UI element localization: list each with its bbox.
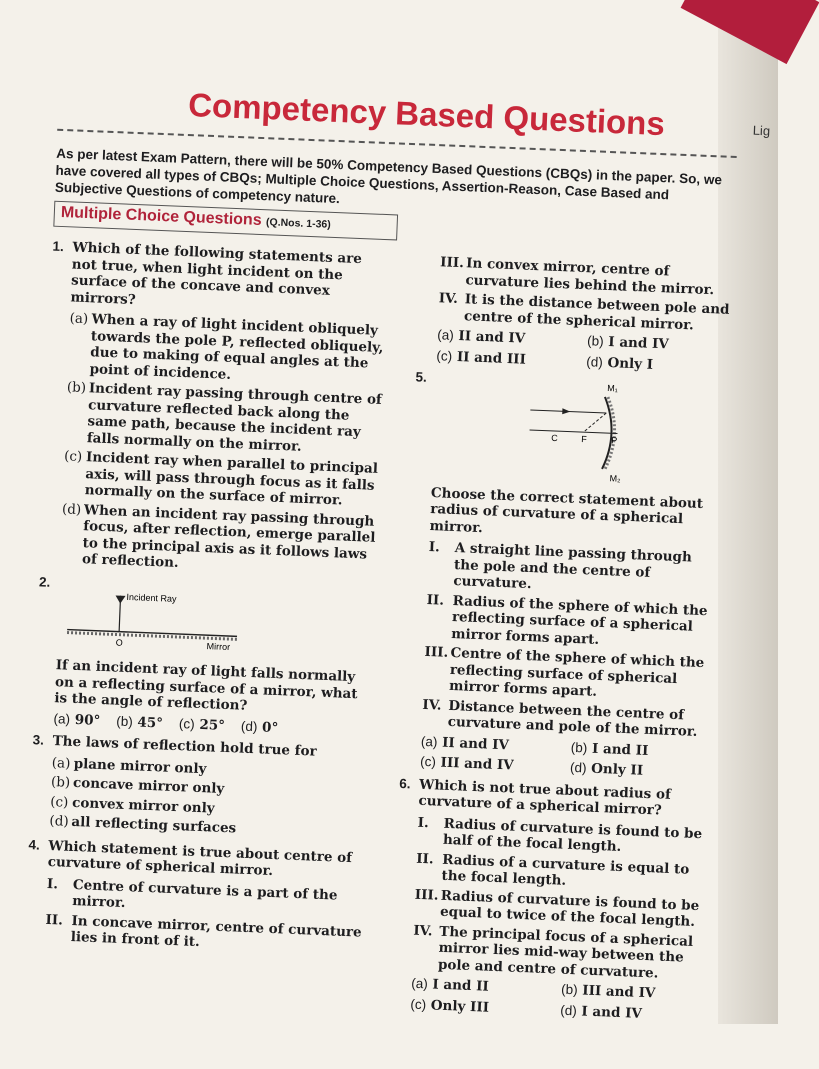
option-a[interactable] — [67, 310, 387, 389]
f-label: F — [581, 434, 587, 445]
statement-text: Centre of curvature is a part of the mirror. — [71, 876, 338, 912]
statement-numeral: I. — [46, 875, 59, 892]
statement-4 — [412, 922, 706, 983]
option-tag: (d) — [61, 500, 82, 518]
option-tag: (c) — [178, 715, 196, 732]
options-grid — [410, 976, 703, 1025]
option-text: 45° — [137, 713, 164, 731]
option-tag: (d) — [49, 812, 69, 830]
options-grid — [436, 327, 729, 376]
option-tag: (c) — [49, 793, 69, 811]
option-tag: (a) — [53, 710, 71, 727]
option-b[interactable] — [65, 379, 385, 458]
statement-numeral: III. — [439, 254, 465, 272]
statement-text: The principal focus of a spherical mirror lies mid-way between the pole and centre of curvature. — [437, 923, 694, 982]
option-tag: (d) — [240, 718, 258, 734]
statement-numeral: III. — [414, 886, 439, 904]
statement-numeral: IV. — [438, 290, 459, 307]
statement-numeral: IV. — [422, 696, 442, 714]
c-label: C — [551, 432, 558, 444]
section-title: Multiple Choice Questions — [60, 203, 262, 230]
point-label: O — [115, 637, 123, 648]
statement-text: A straight line passing through the pole and the centre of curvature. — [453, 540, 693, 593]
option-text: III and IV — [440, 754, 514, 774]
principal-axis — [530, 430, 618, 434]
statement-1 — [427, 539, 721, 600]
question-6 — [398, 775, 711, 821]
statement-text: Radius of curvature is found to be half of the focal length. — [442, 815, 703, 855]
ray-arrow-icon — [562, 408, 570, 414]
statement-text: In concave mirror, centre of curvature lies in front of it. — [70, 912, 363, 951]
option-text: I and IV — [581, 1003, 643, 1022]
option-d[interactable] — [570, 760, 721, 783]
statement-text: Centre of the sphere of which the reflecting surface of spherical mirror forms apart. — [448, 644, 705, 700]
option-text: Only II — [590, 760, 644, 779]
question-text: Which is not true about radius of curvature of a spherical mirror? — [418, 776, 672, 819]
p-label: P — [611, 435, 618, 446]
option-text: convex mirror only — [71, 794, 215, 817]
question-number: 4. — [28, 836, 41, 853]
option-text: II and IV — [441, 734, 510, 753]
option-tag: (b) — [50, 774, 71, 791]
question-1 — [52, 238, 390, 318]
option-text: II and IV — [458, 328, 526, 347]
option-tag: (a) — [51, 754, 71, 772]
option-text: II and III — [456, 348, 527, 368]
statement-2 — [425, 591, 719, 652]
statement-numeral: II. — [415, 850, 434, 867]
question-4 — [28, 836, 366, 883]
option-tag: (d) — [560, 1002, 578, 1018]
option-text: plane mirror only — [73, 755, 207, 777]
statement-text: Radius of the sphere of which the reflecting surface of a spherical mirror forms apart. — [450, 592, 708, 648]
question-number: 1. — [52, 238, 65, 255]
option-text: I and IV — [608, 334, 670, 353]
option-text: When a ray of light incident obliquely towards the pole P, reflected obliquely, due to making of equal angles at the point of incidence. — [89, 311, 384, 383]
intro-paragraph: As per latest Exam Pattern, there will be 50% Competency Based Questions (CBQs) in the paper. So, we have covered all types of CBQs; Multiple Choice Questions, Assertion-Reason, Case Based and Subjective Questions of competency nature. — [54, 145, 723, 207]
option-a[interactable] — [411, 976, 562, 999]
statement-text: In convex mirror, centre of curvature lies behind the mirror. — [465, 255, 715, 298]
option-tag: (a) — [410, 975, 429, 992]
option-tag: (b) — [560, 981, 578, 998]
option-text: Only I — [607, 354, 654, 373]
question-2 — [38, 573, 377, 740]
option-text: 25° — [199, 716, 226, 734]
option-tag: (b) — [115, 713, 134, 729]
option-text: 90° — [74, 711, 101, 729]
question-text: Which statement is true about centre of curvature of spherical mirror. — [47, 837, 353, 879]
option-text: I and II — [591, 740, 649, 759]
reflection-figure — [56, 575, 359, 665]
question-number: 5. — [415, 369, 428, 385]
option-text: all reflecting surfaces — [71, 813, 237, 837]
option-b[interactable] — [116, 713, 163, 731]
option-tag: (b) — [570, 739, 588, 756]
option-b[interactable] — [561, 982, 712, 1005]
option-tag: (c) — [410, 996, 427, 1012]
option-c[interactable] — [179, 716, 226, 734]
option-text: When an incident ray passing through focus, after reflection, emerge parallel to the principal axis as it follows laws of reflection. — [81, 501, 376, 571]
question-number: 6. — [398, 775, 411, 791]
m2-label: M₂ — [609, 473, 621, 484]
convex-mirror-figure — [431, 370, 715, 491]
statement-numeral: IV. — [413, 922, 433, 939]
option-b[interactable] — [571, 739, 722, 762]
option-text: Only III — [430, 996, 490, 1016]
question-number: 3. — [32, 732, 45, 748]
question-text: Choose the correct statement about radius of curvature of a spherical mirror. — [429, 484, 704, 536]
option-tag: (c) — [436, 347, 453, 364]
question-text: The laws of reflection hold true for — [52, 733, 317, 760]
statement-numeral: II. — [45, 911, 64, 929]
option-tag: (d) — [586, 353, 604, 370]
option-d[interactable] — [586, 354, 737, 377]
statement-numeral: I. — [417, 814, 430, 831]
m1-label: M₁ — [607, 383, 619, 394]
incident-ray-label: Incident Ray — [126, 591, 177, 604]
option-c[interactable] — [410, 996, 561, 1019]
statement-3 — [423, 644, 717, 705]
statement-numeral: III. — [424, 643, 449, 661]
option-tag: (c) — [419, 753, 437, 770]
statement-text: It is the distance between pole and centre of the spherical mirror. — [463, 291, 730, 333]
option-a[interactable] — [421, 733, 572, 756]
running-head: Lig — [752, 122, 771, 139]
incident-ray-arrow-icon — [115, 595, 125, 603]
option-c[interactable] — [436, 348, 587, 371]
statement-text: Distance between the centre of curvature and pole of the mirror. — [447, 697, 698, 740]
option-text: concave mirror only — [72, 774, 225, 797]
statement-text: Radius of a curvature is equal to the focal length. — [441, 851, 690, 889]
option-tag: (a) — [420, 733, 438, 749]
option-a[interactable] — [53, 711, 100, 729]
statement-numeral: I. — [428, 539, 441, 556]
textbook-page — [1, 60, 771, 1067]
option-tag: (a) — [436, 327, 455, 343]
section-range: (Q.Nos. 1-36) — [265, 216, 331, 231]
option-c[interactable] — [420, 754, 571, 777]
option-tag: (d) — [569, 759, 587, 776]
option-a[interactable] — [437, 327, 588, 350]
option-text: I and II — [432, 976, 490, 995]
question-5 — [415, 369, 727, 546]
option-tag: (c) — [63, 448, 83, 466]
option-tag: (b) — [66, 379, 87, 397]
option-text: III and IV — [581, 982, 656, 1002]
virtual-ray — [584, 412, 607, 433]
mirror-label: Mirror — [206, 640, 231, 652]
question-number: 2. — [38, 573, 51, 590]
option-d[interactable] — [60, 501, 380, 580]
statement-numeral: II. — [426, 591, 445, 609]
question-text: If an incident ray of light falls normally on a reflecting surface of a mirror, what is the angle of reflection? — [54, 657, 358, 714]
option-tag: (b) — [586, 333, 604, 349]
option-d[interactable] — [560, 1002, 711, 1025]
option-text: 0° — [261, 718, 279, 736]
question-text: Which of the following statements are not true, when light incident on the surface of the concave and convex mirrors? — [70, 239, 363, 308]
statement-text: Radius of curvature is found to be equal to twice of the focal length. — [439, 887, 700, 930]
right-column — [398, 254, 732, 1030]
option-text: Incident ray when parallel to principal axis, will pass through focus as it falls normally on the surface of mirror. — [84, 449, 379, 509]
option-text: Incident ray passing through centre of curvature reflected back along the same path, because the incident ray falls normally on the mirror. — [86, 380, 383, 455]
option-b[interactable] — [587, 333, 738, 356]
option-d[interactable] — [241, 718, 279, 736]
option-tag: (a) — [69, 310, 89, 328]
options-grid — [420, 733, 713, 782]
option-c[interactable] — [62, 448, 382, 510]
left-column — [28, 238, 390, 960]
page-title: Competency Based Questions — [187, 86, 666, 143]
